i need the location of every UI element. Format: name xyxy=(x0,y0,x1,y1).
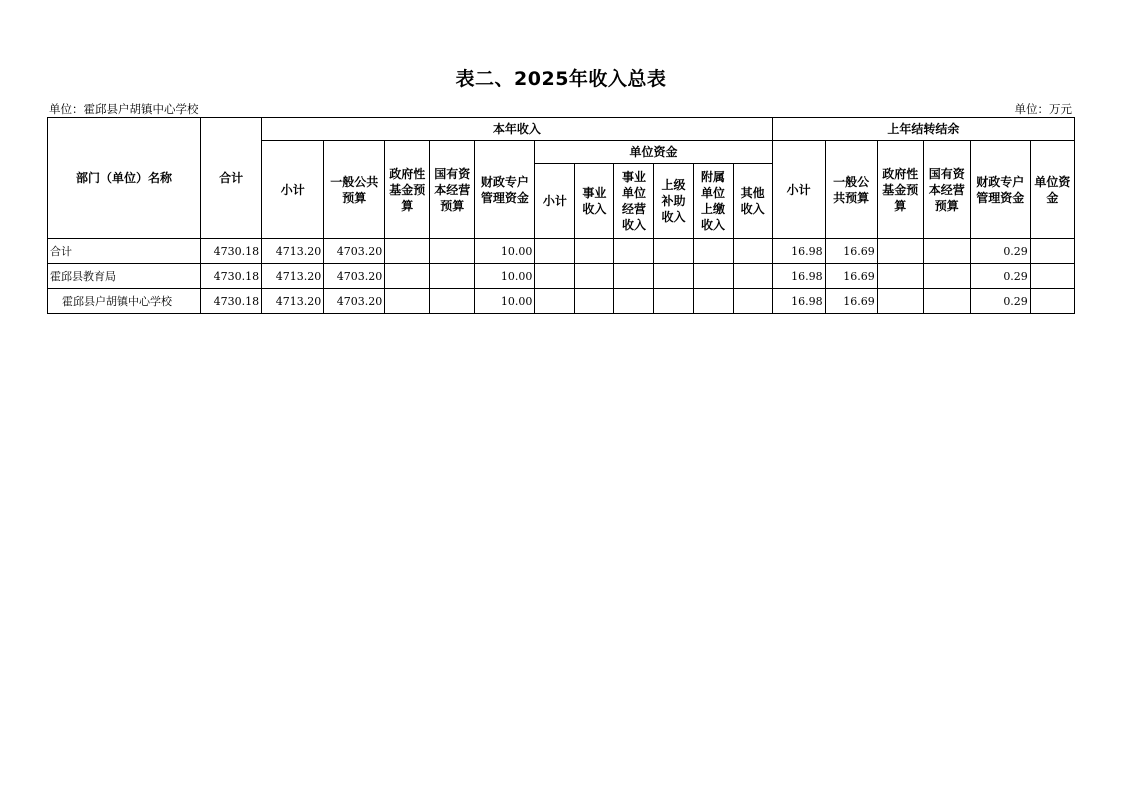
cell-cy-general: 4703.20 xyxy=(324,239,385,264)
header-cy-gov-fund-budget: 政府性基金预算 xyxy=(385,141,430,239)
unit-label: 单位：霍邱县户胡镇中心学校 xyxy=(49,102,199,116)
header-uf-operating-income: 事业单位经营收入 xyxy=(614,164,654,239)
cell-py-general: 16.69 xyxy=(825,239,877,264)
income-summary-table xyxy=(47,117,1075,314)
cell-cy-gov-fund xyxy=(385,289,430,314)
table-row xyxy=(48,239,1075,264)
cell-uf-subsidy xyxy=(654,239,693,264)
cell-uf-affiliated xyxy=(693,239,733,264)
cell-uf-subtotal xyxy=(535,239,575,264)
header-py-subtotal: 小计 xyxy=(772,141,825,239)
header-uf-subsidy-income: 上级补助收入 xyxy=(654,164,693,239)
header-uf-affiliated-income: 附属单位上缴收入 xyxy=(693,164,733,239)
header-current-year-income: 本年收入 xyxy=(262,118,772,141)
cell-cy-fiscal-special: 10.00 xyxy=(475,264,535,289)
cell-total: 4730.18 xyxy=(201,264,262,289)
cell-total: 4730.18 xyxy=(201,289,262,314)
cell-py-general: 16.69 xyxy=(825,264,877,289)
cell-py-unit-funds xyxy=(1030,264,1074,289)
cell-cy-subtotal: 4713.20 xyxy=(262,264,324,289)
cell-uf-affiliated xyxy=(693,289,733,314)
row-name: 合计 xyxy=(48,239,201,264)
cell-uf-subsidy xyxy=(654,264,693,289)
header-cy-state-capital-budget: 国有资本经营预算 xyxy=(430,141,475,239)
header-prior-year-carryover: 上年结转结余 xyxy=(772,118,1074,141)
header-dept-name: 部门（单位）名称 xyxy=(48,118,201,239)
page-title: 表二、2025年收入总表 xyxy=(455,68,667,90)
table-row xyxy=(48,264,1075,289)
cell-uf-other xyxy=(733,289,772,314)
cell-py-fiscal-special: 0.29 xyxy=(970,264,1030,289)
table-row xyxy=(48,289,1075,314)
cell-uf-operating xyxy=(614,289,654,314)
cell-cy-subtotal: 4713.20 xyxy=(262,289,324,314)
cell-cy-fiscal-special: 10.00 xyxy=(475,289,535,314)
cell-cy-fiscal-special: 10.00 xyxy=(475,239,535,264)
cell-py-subtotal: 16.98 xyxy=(772,264,825,289)
cell-py-unit-funds xyxy=(1030,239,1074,264)
header-py-state-capital-budget: 国有资本经营预算 xyxy=(923,141,970,239)
row-name: 霍邱县教育局 xyxy=(48,264,201,289)
cell-uf-subtotal xyxy=(535,264,575,289)
header-cy-fiscal-special-account: 财政专户管理资金 xyxy=(475,141,535,239)
header-unit-funds: 单位资金 xyxy=(535,141,772,164)
header-uf-other-income: 其他收入 xyxy=(733,164,772,239)
cell-uf-subsidy xyxy=(654,289,693,314)
cell-py-state-capital xyxy=(923,264,970,289)
header-cy-subtotal: 小计 xyxy=(262,141,324,239)
cell-uf-other xyxy=(733,264,772,289)
cell-py-subtotal: 16.98 xyxy=(772,289,825,314)
cell-py-subtotal: 16.98 xyxy=(772,239,825,264)
header-cy-general-budget: 一般公共预算 xyxy=(324,141,385,239)
cell-uf-other xyxy=(733,239,772,264)
cell-cy-subtotal: 4713.20 xyxy=(262,239,324,264)
cell-cy-gov-fund xyxy=(385,239,430,264)
cell-uf-business xyxy=(575,289,614,314)
cell-cy-gov-fund xyxy=(385,264,430,289)
header-py-gov-fund-budget: 政府性基金预算 xyxy=(877,141,923,239)
cell-py-gov-fund xyxy=(877,239,923,264)
cell-cy-general: 4703.20 xyxy=(324,264,385,289)
cell-cy-state-capital xyxy=(430,264,475,289)
cell-py-general: 16.69 xyxy=(825,289,877,314)
cell-uf-business xyxy=(575,239,614,264)
header-py-general-budget: 一般公共预算 xyxy=(825,141,877,239)
cell-uf-operating xyxy=(614,264,654,289)
cell-uf-operating xyxy=(614,239,654,264)
cell-total: 4730.18 xyxy=(201,239,262,264)
row-name: 霍邱县户胡镇中心学校 xyxy=(48,289,201,314)
cell-py-state-capital xyxy=(923,239,970,264)
cell-uf-affiliated xyxy=(693,264,733,289)
header-uf-subtotal: 小计 xyxy=(535,164,575,239)
header-py-fiscal-special-account: 财政专户管理资金 xyxy=(970,141,1030,239)
header-total: 合计 xyxy=(201,118,262,239)
cell-cy-state-capital xyxy=(430,289,475,314)
cell-uf-business xyxy=(575,264,614,289)
cell-cy-state-capital xyxy=(430,239,475,264)
cell-py-state-capital xyxy=(923,289,970,314)
cell-py-gov-fund xyxy=(877,289,923,314)
cell-py-gov-fund xyxy=(877,264,923,289)
cell-uf-subtotal xyxy=(535,289,575,314)
header-py-unit-funds: 单位资金 xyxy=(1030,141,1074,239)
header-uf-business-income: 事业收入 xyxy=(575,164,614,239)
cell-py-unit-funds xyxy=(1030,289,1074,314)
cell-py-fiscal-special: 0.29 xyxy=(970,239,1030,264)
currency-unit-label: 单位：万元 xyxy=(1014,102,1072,116)
cell-cy-general: 4703.20 xyxy=(324,289,385,314)
cell-py-fiscal-special: 0.29 xyxy=(970,289,1030,314)
